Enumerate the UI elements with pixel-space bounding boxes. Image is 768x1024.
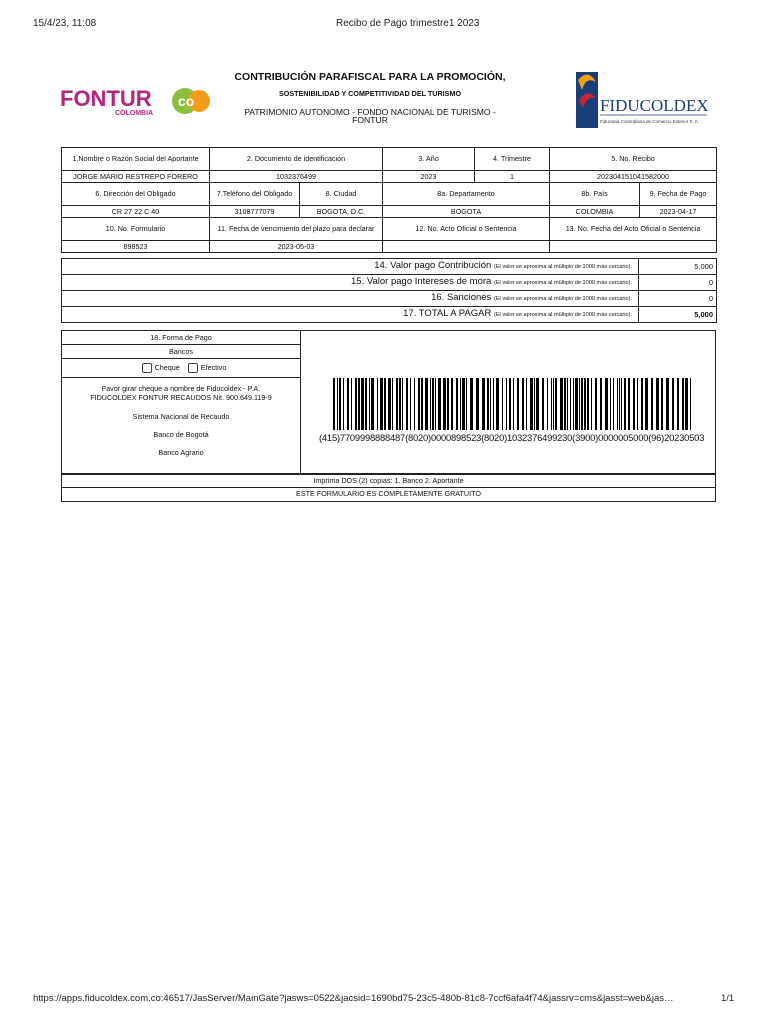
form-title-line1: CONTRIBUCIÓN PARAFISCAL PARA LA PROMOCIÓN, [234, 71, 506, 83]
amounts-table [61, 258, 717, 323]
header-direccion: 6. Dirección del Obligado [62, 183, 210, 206]
bank-instructions [62, 378, 301, 473]
payment-method-title: 18. Forma de Pago [62, 331, 301, 345]
instruction-line2: FIDUCOLDEX FONTUR RECAUDOS Nit. 900.649.119-9 [90, 393, 272, 402]
row-total-label: 17. TOTAL A PAGAR (El valor se aproxima al múltiplo de 1000 más cercano). [62, 307, 639, 323]
free-form-notice: ESTE FORMULARIO ES COMPLETAMENTE GRATUITO [61, 488, 716, 502]
value-ciudad: BOGOTA, D.C. [300, 206, 383, 218]
value-fecha-pago: 2023-04-17 [640, 206, 717, 218]
payment-options [62, 359, 301, 378]
value-pais: COLOMBIA [550, 206, 640, 218]
payment-bancos-label: Bancos [62, 345, 301, 359]
row-contribucion-label: 14. Valor pago Contribución (El valor se aproxima al múltiplo de 1000 más cercano). [62, 259, 639, 275]
value-recibo: 202304151041582000 [550, 171, 717, 183]
value-trimestre: 1 [475, 171, 550, 183]
header-departamento: 8a. Departamento [383, 183, 550, 206]
barcode-number: (415)7709998888487(8020)0000898523(8020)1032376499230(3900)0000005000(96)20230503 [319, 432, 705, 443]
row-total-value: 5,000 [639, 307, 717, 323]
svg-text:COLOMBIA: COLOMBIA [115, 110, 154, 117]
header-acto-oficial: 12. No. Acto Oficial o Sentencia [383, 218, 550, 241]
row-sanciones-value: 0 [639, 291, 717, 307]
efectivo-checkbox[interactable] [188, 363, 198, 373]
value-telefono: 3108777079 [210, 206, 300, 218]
copies-instruction: Imprima DOS (2) copias: 1. Banco 2. Aportante [61, 474, 716, 488]
print-url: https://apps.fiducoldex.com.co:46517/JasServer/MainGate?jasws=0522&jacsid=1690bd75-23c5-480b-81c8-7ccf6afa4f74&jassrv=cms&jasst=web&jas… [33, 993, 674, 1004]
form-title-line2: SOSTENIBILIDAD Y COMPETITIVIDAD DEL TURISMO [278, 89, 462, 98]
value-anio: 2023 [383, 171, 475, 183]
svg-text:FIDUCOLDEX: FIDUCOLDEX [600, 96, 709, 115]
value-vencimiento: 2023-05-03 [210, 241, 383, 253]
cheque-label: Cheque [154, 363, 180, 372]
header-ciudad: 8. Ciudad [300, 183, 383, 206]
value-departamento: BOGOTA [383, 206, 550, 218]
header-anio: 3. Año [383, 148, 475, 171]
header-documento: 2. Documento de identificación [210, 148, 383, 171]
fontur-logo [60, 84, 210, 118]
fiducoldex-logo [574, 70, 709, 130]
taxpayer-data-table [61, 147, 717, 253]
header-fecha-acto: 13. No. Fecha del Acto Oficial o Sentencia [550, 218, 717, 241]
row-intereses-value: 0 [639, 275, 717, 291]
row-sanciones-label: 16. Sanciones (El valor se aproxima al múltiplo de 1000 más cercano). [62, 291, 639, 307]
sistema-recaudo: Sistema Nacional de Recaudo [132, 412, 230, 421]
header-trimestre: 4. Trimestre [475, 148, 550, 171]
header-recibo: 5. No. Recibo [550, 148, 717, 171]
row-contribucion-value: 5,000 [639, 259, 717, 275]
form-title-line3: PATRIMONIO AUTONOMO - FONDO NACIONAL DE TURISMO - FONTUR [244, 107, 496, 125]
value-acto-oficial [383, 241, 550, 253]
print-datetime: 15/4/23, 11:08 [33, 18, 97, 29]
row-intereses-label: 15. Valor pago Intereses de mora (El valor se aproxima al múltiplo de 1000 más cercano). [62, 275, 639, 291]
svg-text:FONTUR: FONTUR [60, 86, 152, 111]
payment-method-column [62, 331, 301, 473]
header-formulario: 10. No. Formulario [62, 218, 210, 241]
value-documento: 1032376499 [210, 171, 383, 183]
header-vencimiento: 11. Fecha de vencimiento del plazo para declarar [210, 218, 383, 241]
value-direccion: CR 27 22 C 40 [62, 206, 210, 218]
print-title: Recibo de Pago trimestre1 2023 [336, 18, 480, 29]
barcode-image [333, 378, 691, 430]
header-telefono: 7.Teléfono del Obligado [210, 183, 300, 206]
value-nombre: JORGE MARIO RESTREPO FORERO [62, 171, 210, 183]
header-pais: 8b. País [550, 183, 640, 206]
instruction-line1: Favor girar cheque a nombre de Fiducoldex - P.A. [101, 384, 261, 393]
efectivo-label: Efectivo [200, 363, 227, 372]
header-nombre: 1.Nombre o Razón Social del Aportante [62, 148, 210, 171]
bank-bogota: Banco de Bogotá [153, 430, 209, 439]
svg-text:co: co [178, 93, 195, 109]
header-fecha-pago: 9. Fecha de Pago [640, 183, 717, 206]
svg-text:Fiduciaria Colombiana de Comer: Fiduciaria Colombiana de Comercio Exterior S. A. [600, 119, 700, 124]
value-formulario: 898523 [62, 241, 210, 253]
print-page: 1/1 [721, 993, 735, 1004]
value-fecha-acto [550, 241, 717, 253]
cheque-checkbox[interactable] [142, 363, 152, 373]
bank-agrario: Banco Agrario [158, 448, 204, 457]
